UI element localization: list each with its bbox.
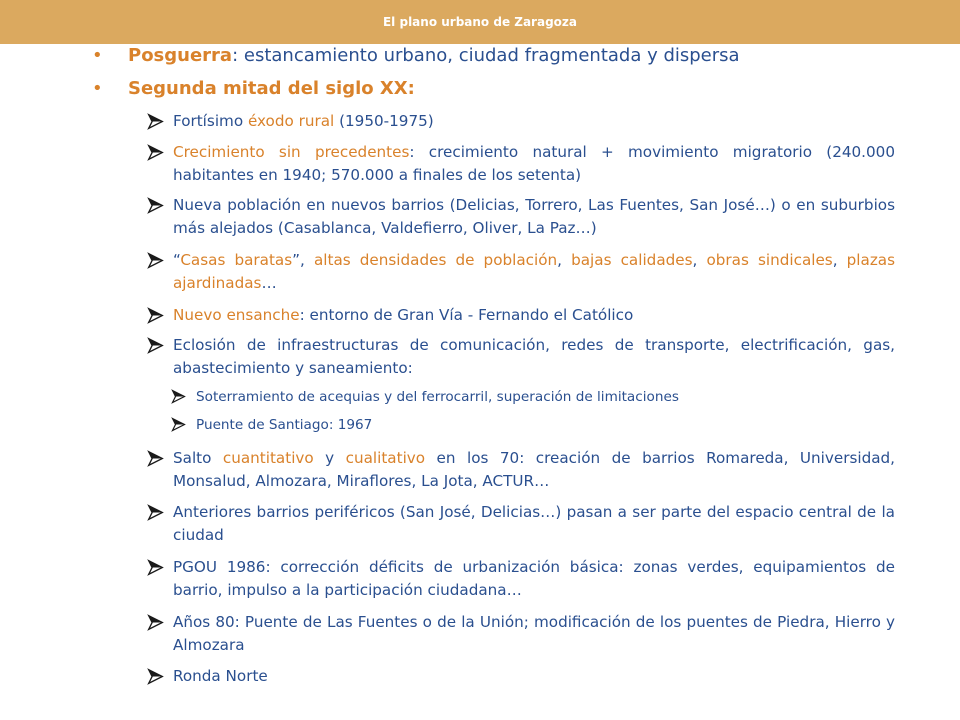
arrowhead-icon <box>147 559 164 576</box>
item-exodo-rural: Fortísimo éxodo rural (1950-1975) <box>173 110 895 133</box>
arrowhead-icon <box>147 668 164 685</box>
arrowhead-icon <box>171 389 186 404</box>
arrowhead-icon <box>171 417 186 432</box>
subitem-soterramiento: Soterramiento de acequias y del ferrocarril, superación de limitaciones <box>196 387 896 407</box>
item-barrios-perifericos: Anteriores barrios periféricos (San José, Delicias…) pasan a ser parte del espacio central de la ciudad <box>173 501 895 547</box>
subitem-puente-santiago: Puente de Santiago: 1967 <box>196 415 896 435</box>
bullet-bold-label: Segunda mitad del siglo XX: <box>128 78 415 99</box>
item-nueva-poblacion: Nueva población en nuevos barrios (Delicias, Torrero, Las Fuentes, San José…) o en suburbios más alejados (Casablanca, Valdefierro, Oliver, La Paz…) <box>173 194 895 240</box>
arrowhead-icon <box>147 307 164 324</box>
bullet-segunda-mitad <box>92 77 898 101</box>
arrowhead-icon <box>147 144 164 161</box>
item-anos-80: Años 80: Puente de Las Fuentes o de la Unión; modificación de los puentes de Piedra, Hierro y Almozara <box>173 611 895 657</box>
slide-header <box>0 0 960 44</box>
item-infraestructuras: Eclosión de infraestructuras de comunicación, redes de transporte, electrificación, gas, abastecimiento y saneamiento: <box>173 334 895 380</box>
item-ronda-norte: Ronda Norte <box>173 665 895 688</box>
item-salto: Salto cuantitativo y cualitativo en los 70: creación de barrios Romareda, Universidad, Monsalud, Almozara, Miraflores, La Jota, ACTUR… <box>173 447 895 493</box>
item-pgou: PGOU 1986: corrección déficits de urbanización básica: zonas verdes, equipamientos de barrio, impulso a la participación ciudadana… <box>173 556 895 602</box>
item-nuevo-ensanche: Nuevo ensanche: entorno de Gran Vía - Fernando el Católico <box>173 304 895 327</box>
item-crecimiento: Crecimiento sin precedentes: crecimiento natural + movimiento migratorio (240.000 habitantes en 1940; 570.000 a finales de los setenta) <box>173 141 895 187</box>
bullet-dot-icon: • <box>92 45 103 66</box>
arrowhead-icon <box>147 113 164 130</box>
arrowhead-icon <box>147 614 164 631</box>
arrowhead-icon <box>147 504 164 521</box>
bullet-bold-label: Posguerra <box>128 45 233 66</box>
bullet-dot-icon: • <box>92 78 103 99</box>
item-casas-baratas: “Casas baratas”, altas densidades de población, bajas calidades, obras sindicales, plazas ajardinadas… <box>173 249 895 295</box>
bullet-text: : estancamiento urbano, ciudad fragmentada y dispersa <box>232 45 740 66</box>
arrowhead-icon <box>147 337 164 354</box>
slide-title: El plano urbano de Zaragoza <box>382 15 577 29</box>
arrowhead-icon <box>147 450 164 467</box>
arrowhead-icon <box>147 197 164 214</box>
bullet-posguerra <box>92 44 898 68</box>
arrowhead-icon <box>147 252 164 269</box>
